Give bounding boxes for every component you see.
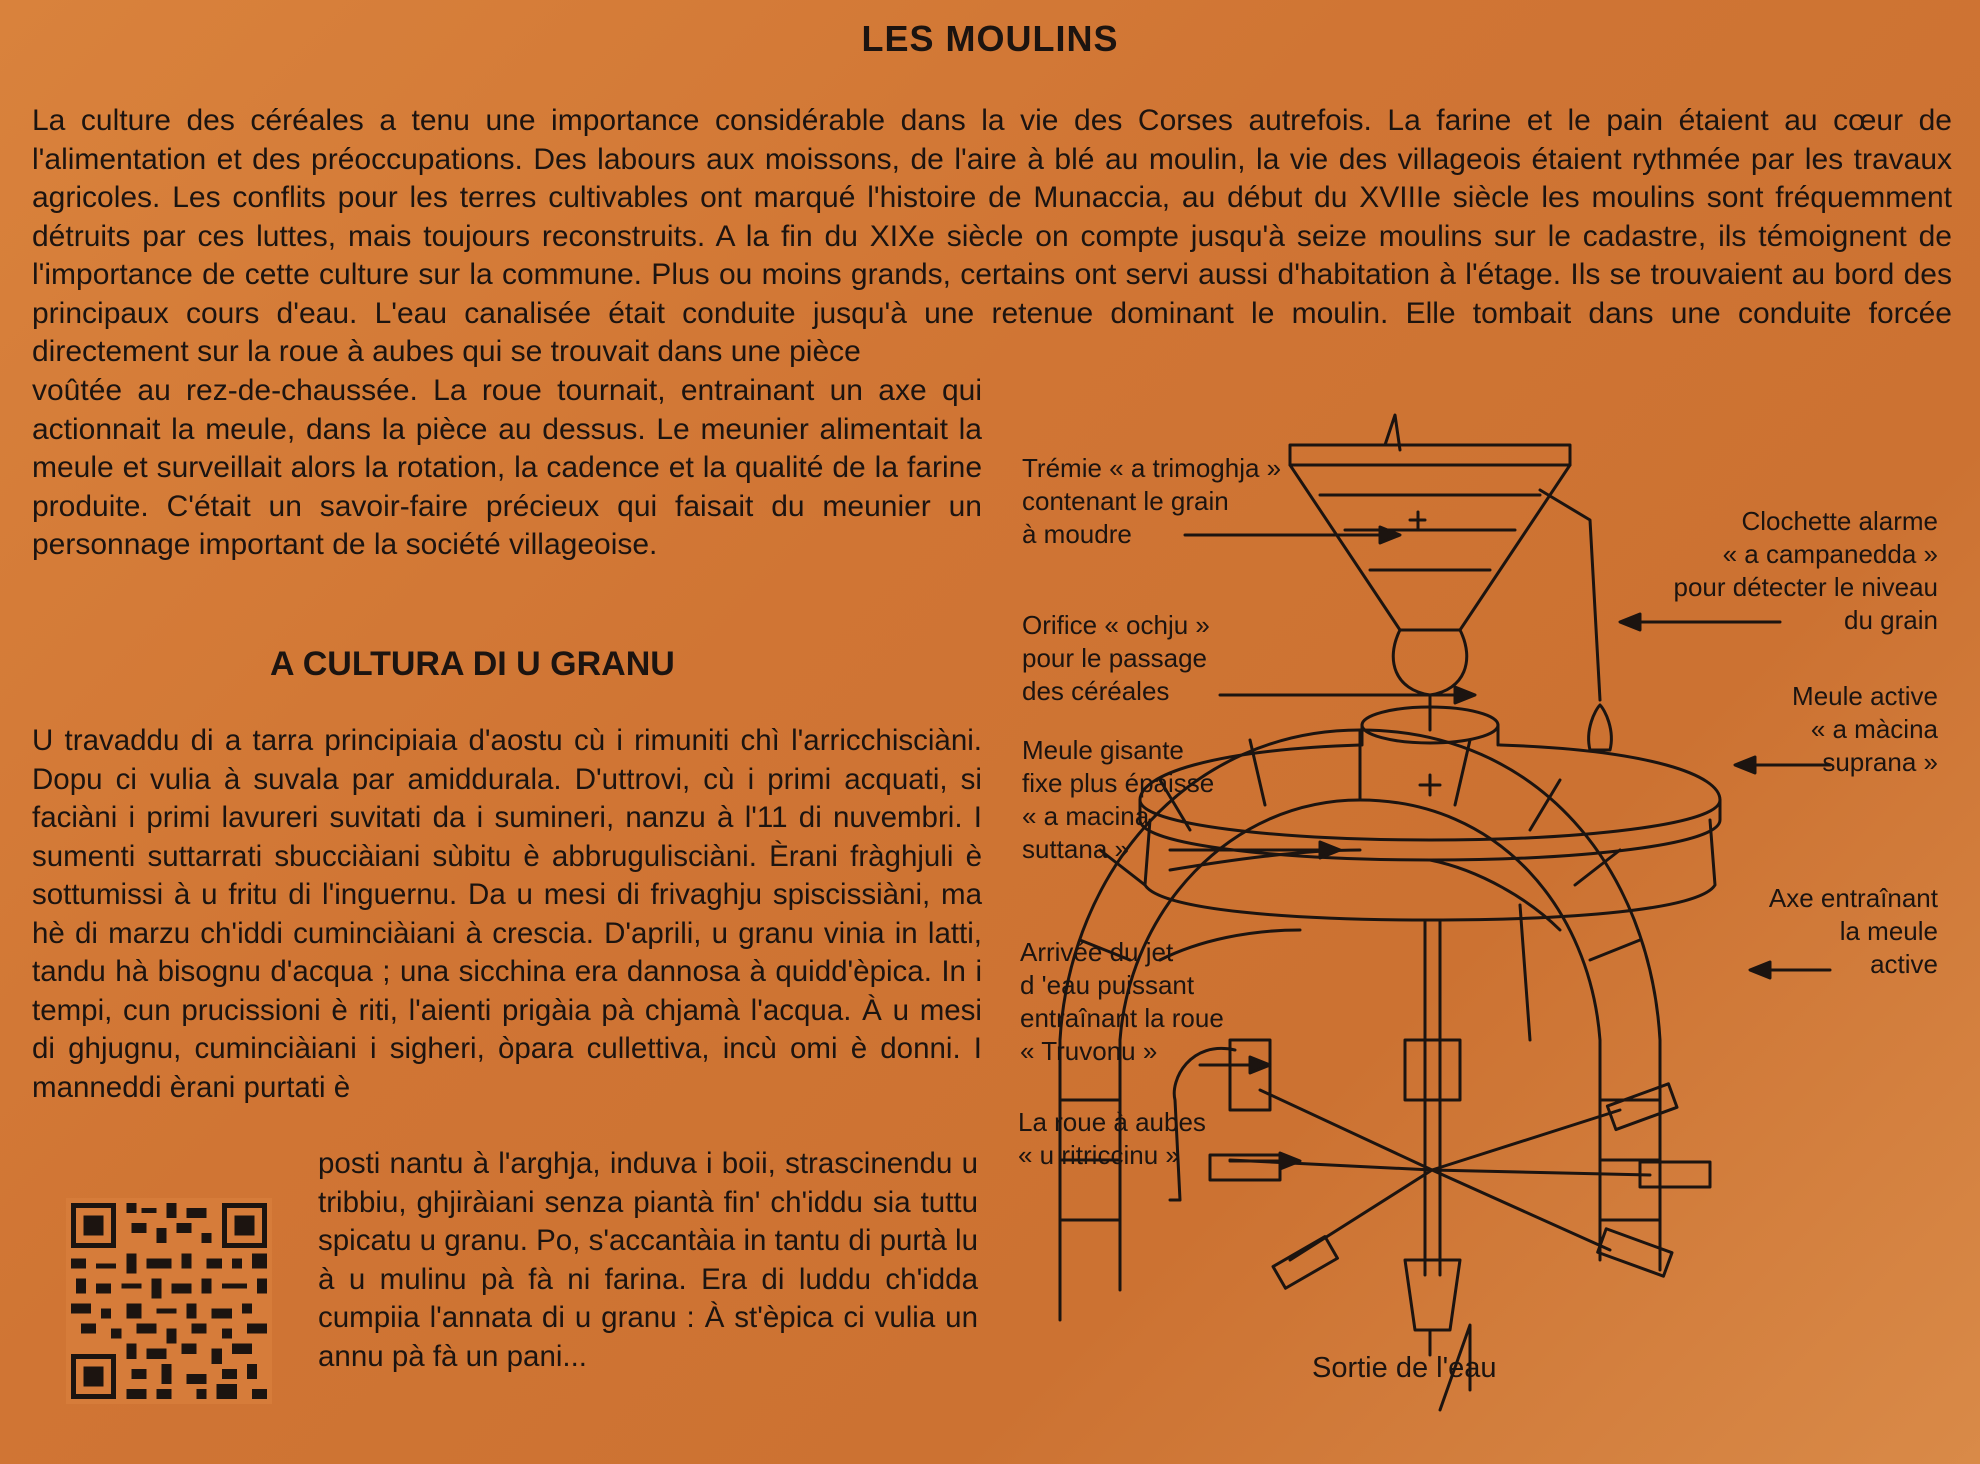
label-clochette: Clochette alarme « a campanedda » pour détecter le niveau du grain — [1673, 506, 1938, 635]
qr-code[interactable] — [66, 1198, 272, 1404]
intro-paragraph: La culture des céréales a tenu une importance considérable dans la vie des Corses autrefois. La farine et le pain étaient au cœur de l'alimentation et des préoccupations. Des labours aux moissons, de l'aire à blé au moulin, la vie des villageois étaient rythmée par les travaux agricoles. Les conflits pour les terres cultivables ont marqué l'histoire de Munaccia, au début du XVIIIe siècle les moulins sont fréquemment détruits par ces luttes, mais toujours reconstruits. A la fin du XIXe siècle on compte jusqu'à seize moulins sur le cadastre, ils témoignent de l'importance de cette culture sur la commune. Plus ou moins grands, certains ont servi aussi d'habitation à l'étage. Ils se trouvaient au bord des principaux cours d'eau. L'eau canalisée était conduite jusqu'à une retenue dominant le moulin. Elle tombait dans une conduite forcée directement sur la roue à aubes qui se trouvait dans une pièce — [32, 104, 1952, 368]
label-arrivee: Arrivée du jet d 'eau puissant entraînant la roue « Truvonu » — [1020, 937, 1224, 1066]
label-sortie: Sortie de l'eau — [1312, 1352, 1497, 1384]
intro-paragraph-continued: voûtée au rez-de-chaussée. La roue tournait, entrainant un axe qui actionnait la meule, dans la pièce au dessus. Le meunier alimentait la meule et surveillait alors la rotation, la cadence et la qualité de la farine produite. C'était un savoir-faire précieux qui faisait du meunier un personnage important de la société villageoise. — [32, 374, 982, 561]
label-axe: Axe entraînant la meule active — [1768, 883, 1938, 979]
section-subtitle: A CULTURA DI U GRANU — [270, 645, 675, 683]
corsican-paragraph: U travaddu di a tarra principiaia d'aostu cù i rimuniti chì l'arricchisciàni. Dopu ci vulia à suvala par amiddurala. D'uttrovi, cù i primi acquati, si faciàni i primi lavureri suvitati da i sumineri, nanzu à l'11 di nuvembri. I sumenti suttarrati sbucciàiani sùbitu è abbrugulisciàni. Èrani fràghjuli è sottumissi à u fritu di l'inguernu. Da u mesi di frivaghju spiscissiàni, ma hè di marzu ch'iddi cuminciàiani à crescia. D'aprili, u granu vinia in latti, tandu hà bisognu d'acqua ; una sicchina era dannosa à quidd'èpica. In i tempi, cun prucissioni è riti, l'aienti prigàia pà chjamà l'acqua. À u mesi di ghjugnu, cuminciàiani i sigheri, òpara cullettiva, incù omi è donni. I manneddi èrani purtati è — [32, 724, 982, 1104]
corsican-paragraph-continued: posti nantu à l'arghja, induva i boii, strascinendu u tribbiu, ghjiràiani senza piantà fin' ch'iddu sia tuttu spicatu u granu. Po, s'accantàia in tantu di purtà lu à u mulinu pà fà ni farina. Era di luddu ch'idda cumpiia l'annata di u granu : À st'èpica ci vulia un annu pà fà un pani... — [318, 1147, 978, 1373]
label-meule-gisante: Meule gisante fixe plus épaisse « a macina suttana » — [1022, 735, 1215, 864]
label-meule-active: Meule active « a màcina suprana » — [1792, 681, 1938, 777]
axle-and-wheel — [1210, 905, 1710, 1355]
panel-title: LES MOULINS — [861, 18, 1119, 59]
hopper — [1290, 415, 1570, 730]
label-roue: La roue à aubes « u ritriccinu » — [1018, 1107, 1206, 1170]
label-orifice: Orifice « ochju » pour le passage des céréales — [1022, 610, 1210, 706]
bell — [1540, 490, 1611, 750]
label-tremie: Trémie « a trimoghja » contenant le grain à moudre — [1022, 453, 1282, 549]
